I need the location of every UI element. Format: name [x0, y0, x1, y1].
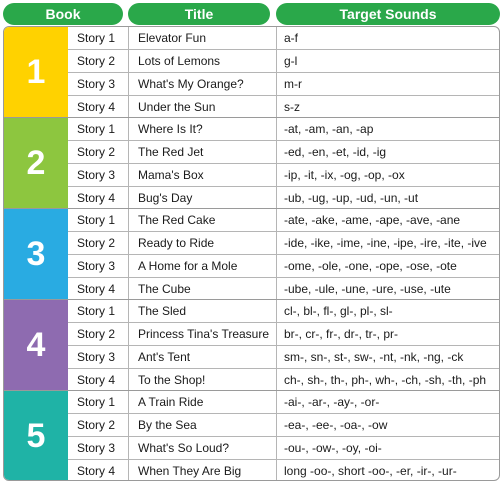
story-cell: Story 2 [68, 414, 129, 436]
target-sounds-cell: -at, -am, -an, -ap [284, 122, 374, 136]
story-cell: Story 4 [68, 187, 129, 209]
story-cell: Story 4 [68, 460, 129, 481]
title-cell: A Home for a Mole [129, 255, 277, 277]
story-cell: Story 4 [68, 96, 129, 118]
title-cell: By the Sea [129, 414, 277, 436]
title-cell: The Sled [129, 300, 277, 322]
title-cell: Princess Tina's Treasure [129, 323, 277, 345]
table-row [68, 300, 499, 323]
header-title: Title [128, 3, 270, 25]
title-cell: Elevator Fun [129, 27, 277, 49]
title-cell: The Red Cake [129, 209, 277, 231]
title-cell: Ready to Ride [129, 232, 277, 254]
table-row [68, 255, 499, 278]
book-number-badge: 1 [4, 27, 68, 118]
story-cell: Story 1 [68, 300, 129, 322]
story-cell: Story 3 [68, 164, 129, 186]
table-row [68, 414, 499, 437]
target-sounds-cell: cl-, bl-, fl-, gl-, pl-, sl- [284, 304, 393, 318]
table-row [68, 118, 499, 141]
book-group-1 [4, 27, 499, 118]
book-group-2 [4, 118, 499, 209]
story-cell: Story 2 [68, 141, 129, 163]
book-number-badge: 2 [4, 118, 68, 209]
target-sounds-cell: br-, cr-, fr-, dr-, tr-, pr- [284, 327, 398, 341]
table-row [68, 323, 499, 346]
table-row [68, 278, 499, 300]
title-cell: A Train Ride [129, 391, 277, 413]
target-sounds-cell: ch-, sh-, th-, ph-, wh-, -ch, -sh, -th, -ph [284, 373, 487, 387]
target-sounds-cell: m-r [284, 77, 302, 91]
table-row [68, 50, 499, 73]
title-cell: What's My Orange? [129, 73, 277, 95]
title-cell: Mama's Box [129, 164, 277, 186]
book-number-badge: 4 [4, 300, 68, 391]
story-cell: Story 3 [68, 73, 129, 95]
story-cell: Story 3 [68, 346, 129, 368]
target-sounds-cell: -ub, -ug, -up, -ud, -un, -ut [284, 191, 419, 205]
title-cell: What's So Loud? [129, 437, 277, 459]
target-sounds-cell: -ou-, -ow-, -oy, -oi- [284, 441, 382, 455]
story-cell: Story 1 [68, 27, 129, 49]
title-cell: The Red Jet [129, 141, 277, 163]
table-row [68, 369, 499, 391]
title-cell: Under the Sun [129, 96, 277, 118]
table-row [68, 141, 499, 164]
target-sounds-cell: long -oo-, short -oo-, -er, -ir-, -ur- [284, 464, 457, 478]
table-row [68, 96, 499, 118]
target-sounds-cell: -ea-, -ee-, -oa-, -ow [284, 418, 388, 432]
table-row [68, 27, 499, 50]
title-cell: When They Are Big [129, 460, 277, 481]
title-cell: Where Is It? [129, 118, 277, 140]
story-cell: Story 1 [68, 118, 129, 140]
book-group-5 [4, 391, 499, 481]
book-number-badge: 5 [4, 391, 68, 481]
title-cell: Bug's Day [129, 187, 277, 209]
table-row [68, 346, 499, 369]
story-cell: Story 2 [68, 50, 129, 72]
header-target-sounds: Target Sounds [276, 3, 500, 25]
story-cell: Story 4 [68, 369, 129, 391]
target-sounds-cell: -ip, -it, -ix, -og, -op, -ox [284, 168, 405, 182]
story-cell: Story 2 [68, 232, 129, 254]
table-row [68, 437, 499, 460]
book-group-3 [4, 209, 499, 300]
story-cell: Story 1 [68, 209, 129, 231]
table-row [68, 232, 499, 255]
story-cell: Story 1 [68, 391, 129, 413]
target-sounds-cell: -ide, -ike, -ime, -ine, -ipe, -ire, -ite, -ive [284, 236, 487, 250]
target-sounds-cell: -ome, -ole, -one, -ope, -ose, -ote [284, 259, 457, 273]
header-book: Book [3, 3, 123, 25]
table-row [68, 209, 499, 232]
story-cell: Story 4 [68, 278, 129, 300]
table-row [68, 187, 499, 209]
story-cell: Story 3 [68, 437, 129, 459]
title-cell: Lots of Lemons [129, 50, 277, 72]
book-number-badge: 3 [4, 209, 68, 300]
target-sounds-cell: sm-, sn-, st-, sw-, -nt, -nk, -ng, -ck [284, 350, 464, 364]
target-sounds-cell: -ai-, -ar-, -ay-, -or- [284, 395, 380, 409]
story-cell: Story 2 [68, 323, 129, 345]
table-row [68, 164, 499, 187]
story-cell: Story 3 [68, 255, 129, 277]
table-row [68, 460, 499, 481]
target-sounds-cell: s-z [284, 100, 300, 114]
target-sounds-cell: -ube, -ule, -une, -ure, -use, -ute [284, 282, 451, 296]
book-group-4 [4, 300, 499, 391]
target-sounds-cell: -ed, -en, -et, -id, -ig [284, 145, 387, 159]
target-sounds-cell: g-l [284, 54, 298, 68]
target-sounds-cell: -ate, -ake, -ame, -ape, -ave, -ane [284, 213, 461, 227]
target-sounds-cell: a-f [284, 31, 299, 45]
title-cell: To the Shop! [129, 369, 277, 391]
table-row [68, 391, 499, 414]
title-cell: Ant's Tent [129, 346, 277, 368]
table-row [68, 73, 499, 96]
title-cell: The Cube [129, 278, 277, 300]
sounds-table [3, 26, 500, 481]
